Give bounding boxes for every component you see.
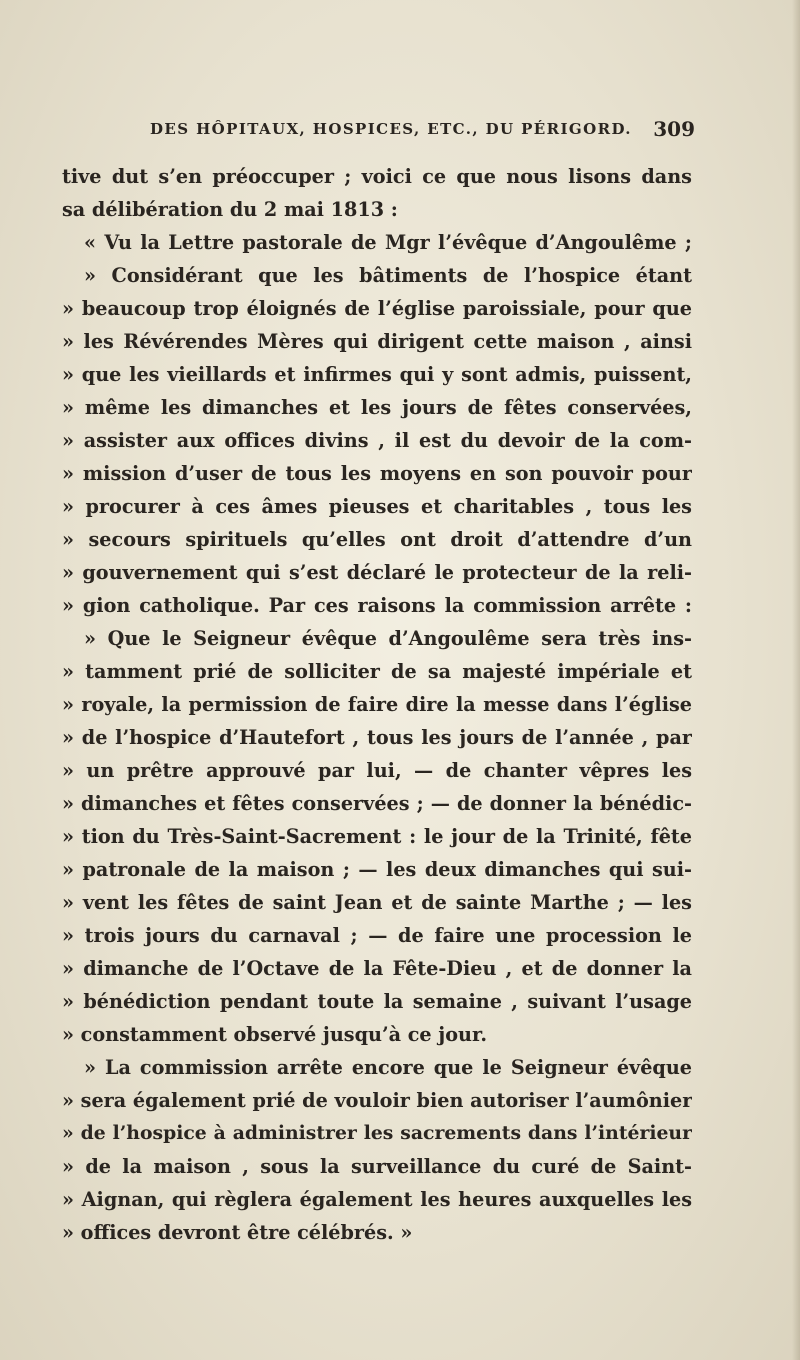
page-number: 309 — [653, 117, 695, 141]
text-line: » sera également prié de vouloir bien autoriser l’aumônier — [62, 1089, 692, 1112]
page-header — [150, 117, 695, 148]
text-line: » les Révérendes Mères qui dirigent cette maison , ainsi — [62, 330, 692, 353]
text-line: » bénédiction pendant toute la semaine , suivant l’usage — [62, 990, 692, 1013]
text-line: » vent les fêtes de saint Jean et de sainte Marthe ; — les — [62, 891, 692, 914]
text-line: » que les vieillards et infirmes qui y sont admis, puissent, — [62, 363, 692, 386]
text-line: « Vu la Lettre pastorale de Mgr l’évêque d’Angoulême ; — [84, 231, 692, 254]
body-text — [62, 160, 692, 1249]
text-line: » gion catholique. Par ces raisons la commission arrête : — [62, 594, 692, 617]
text-line: » mission d’user de tous les moyens en son pouvoir pour — [62, 462, 692, 485]
text-line: » de la maison , sous la surveillance du curé de Saint- — [62, 1155, 692, 1178]
text-line: » patronale de la maison ; — les deux dimanches qui sui- — [62, 858, 692, 881]
text-line: » gouvernement qui s’est déclaré le protecteur de la reli- — [62, 561, 692, 584]
running-title: DES HÔPITAUX, HOSPICES, ETC., DU PÉRIGORD. — [150, 120, 632, 138]
text-line: » assister aux offices divins , il est du devoir de la com- — [62, 429, 692, 452]
text-line: tive dut s’en préoccuper ; voici ce que nous lisons dans — [62, 165, 692, 188]
text-line: » Que le Seigneur évêque d’Angoulême sera très ins- — [84, 627, 692, 650]
text-line: » procurer à ces âmes pieuses et charitables , tous les — [62, 495, 692, 518]
text-line: sa délibération du 2 mai 1813 : — [62, 198, 398, 221]
text-line: » tamment prié de solliciter de sa majesté impériale et — [62, 660, 692, 683]
text-line: » un prêtre approuvé par lui, — de chanter vêpres les — [62, 759, 692, 782]
text-line: » dimanches et fêtes conservées ; — de donner la bénédic- — [62, 792, 692, 815]
text-line: » même les dimanches et les jours de fêtes conservées, — [62, 396, 692, 419]
text-line: » offices devront être célébrés. » — [62, 1221, 413, 1244]
text-line: » trois jours du carnaval ; — de faire une procession le — [62, 924, 692, 947]
text-line: » de l’hospice à administrer les sacrements dans l’intérieur — [62, 1122, 692, 1144]
text-line: » beaucoup trop éloignés de l’église paroissiale, pour que — [62, 297, 692, 320]
text-line: » royale, la permission de faire dire la messe dans l’église — [62, 693, 692, 716]
text-line: » dimanche de l’Octave de la Fête-Dieu , et de donner la — [62, 957, 692, 980]
text-line: » constamment observé jusqu’à ce jour. — [62, 1023, 488, 1046]
text-line: » tion du Très-Saint-Sacrement : le jour de la Trinité, fête — [62, 825, 692, 848]
text-line: » La commission arrête encore que le Seigneur évêque — [84, 1056, 692, 1079]
text-line: » secours spirituels qu’elles ont droit d’attendre d’un — [62, 528, 692, 551]
page-edge-shadow — [792, 0, 800, 1360]
text-line: » de l’hospice d’Hautefort , tous les jours de l’année , par — [62, 726, 692, 749]
text-line: » Aignan, qui règlera également les heures auxquelles les — [62, 1188, 692, 1211]
text-line: » Considérant que les bâtiments de l’hospice étant — [84, 264, 692, 287]
